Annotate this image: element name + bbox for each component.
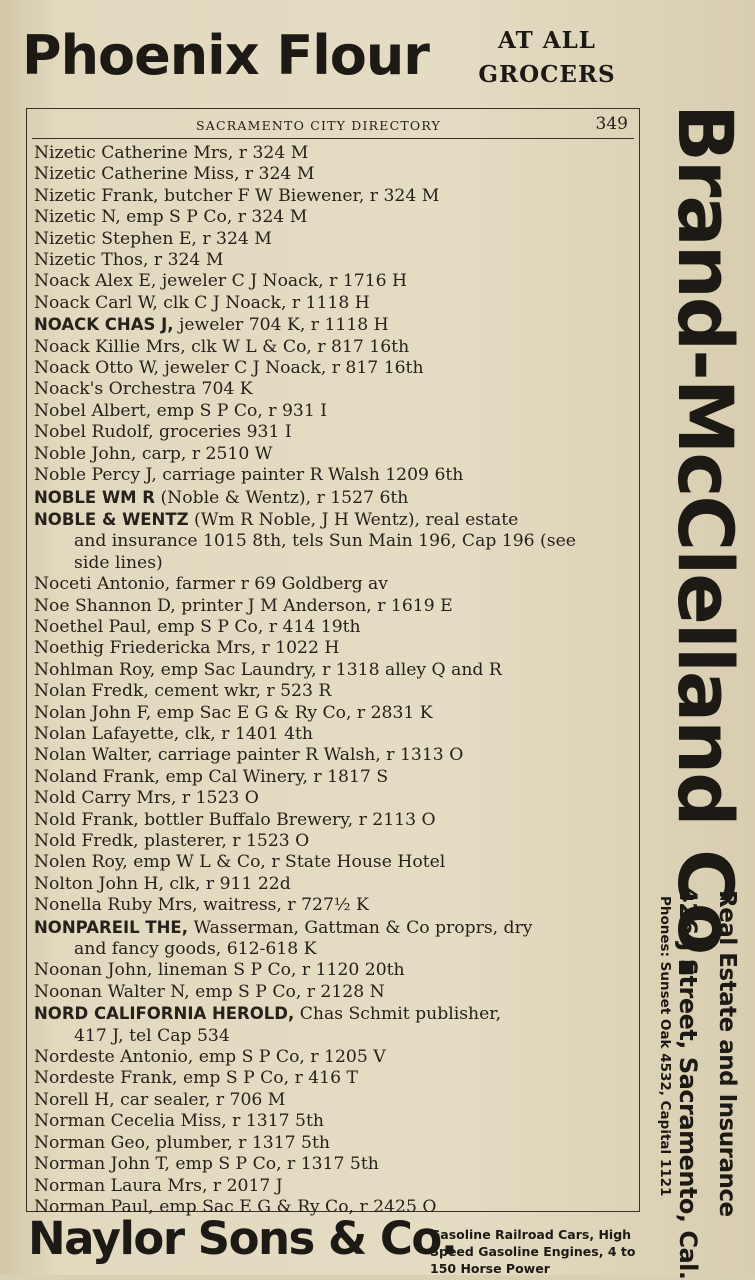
side-ad-line-2: 426 J Street, Sacramento, Cal. [674,886,702,1280]
entry-text: Nizetic N, emp S P Co, r 324 M [34,207,308,228]
directory-entry [34,379,634,400]
entry-text: Nobel Albert, emp S P Co, r 931 I [34,400,328,421]
directory-entry [34,271,634,292]
directory-entry [34,681,634,702]
directory-entry [34,229,634,250]
entry-text: Nobel Rudolf, groceries 931 I [34,422,292,443]
entry-text: Norman Laura Mrs, r 2017 J [34,1175,283,1196]
entry-continuation: 417 J, tel Cap 534 [74,1025,230,1046]
entry-text: Nizetic Stephen E, r 324 M [34,228,272,249]
directory-listing [34,143,634,1218]
entry-text: Norman Paul, emp Sac E G & Ry Co, r 2425 O [34,1196,437,1217]
entry-text: Nordeste Antonio, emp S P Co, r 1205 V [34,1047,386,1068]
directory-entry [34,358,634,379]
directory-entry [34,638,634,659]
directory-entry [34,314,634,336]
entry-text: Noceti Antonio, farmer r 69 Goldberg av [34,574,389,595]
entry-text: Noack's Orchestra 704 K [34,379,253,400]
entry-continuation: and fancy goods, 612-618 K [74,939,317,960]
naylor-sons-brand: Naylor Sons & Co. [28,1212,457,1265]
entry-text: Nold Fredk, plasterer, r 1523 O [34,831,310,851]
directory-entry [34,874,634,895]
directory-entry [34,1176,634,1197]
entry-text: Noe Shannon D, printer J M Anderson, r 1619 E [34,595,453,616]
directory-entry [34,917,634,961]
directory-entry [34,724,634,745]
directory-entry [34,422,634,443]
entry-continuation: side lines) [74,552,163,573]
directory-entry [34,250,634,271]
entry-text: Noack Otto W, jeweler C J Noack, r 817 16th [34,358,424,379]
directory-entry [34,895,634,916]
directory-entry [34,186,634,207]
directory-entry [34,1154,634,1175]
directory-entry [34,831,634,852]
entry-text: Noethel Paul, emp S P Co, r 414 19th [34,616,361,637]
entry-text: Chas Schmit publisher, [294,1004,502,1025]
entry-text: Noonan John, lineman S P Co, r 1120 20th [34,960,405,981]
entry-text: Nolan Walter, carriage painter R Walsh, r 1313 O [34,745,464,766]
entry-bold-name: NOBLE WM R [34,487,156,507]
entry-bold-name: NOBLE & WENTZ [34,509,189,529]
directory-entry [34,465,634,486]
entry-text: Norman John T, emp S P Co, r 1317 5th [34,1154,379,1175]
entry-text: Noack Alex E, jeweler C J Noack, r 1716 H [34,271,408,292]
entry-text: jeweler 704 K, r 1118 H [173,315,389,336]
top-ad-tagline [462,24,632,92]
entry-text: Norman Cecelia Miss, r 1317 5th [34,1111,324,1132]
entry-text: Nordeste Frank, emp S P Co, r 416 T [34,1068,358,1089]
directory-entry [34,1047,634,1068]
entry-bold-name: NONPAREIL THE, [34,917,188,937]
entry-text: Nold Frank, bottler Buffalo Brewery, r 2113 O [34,809,436,830]
directory-entry [34,767,634,788]
directory-entry [34,337,634,358]
directory-entry [34,1003,634,1047]
directory-entry [34,596,634,617]
directory-entry [34,509,634,574]
entry-text: Noble Percy J, carriage painter R Walsh 1209 6th [34,465,464,486]
directory-entry [34,143,634,164]
entry-text: Nonella Ruby Mrs, waitress, r 727½ K [34,895,369,916]
entry-text: Noack Killie Mrs, clk W L & Co, r 817 16th [34,336,410,357]
entry-text: Nizetic Catherine Mrs, r 324 M [34,143,309,163]
page-header [26,112,638,138]
directory-entry [34,164,634,185]
entry-text: Noland Frank, emp Cal Winery, r 1817 S [34,766,389,787]
brand-mcclelland-brand: Brand-McClelland Co. [661,104,750,981]
entry-text: Nohlman Roy, emp Sac Laundry, r 1318 alley Q and R [34,659,502,680]
entry-text: Nolton John H, clk, r 911 22d [34,873,291,894]
side-ad-line-1: Real Estate and Insurance [714,890,740,1217]
entry-text: Wasserman, Gattman & Co proprs, dry [187,917,533,938]
entry-text: Noonan Walter N, emp S P Co, r 2128 N [34,981,385,1002]
entry-text: Nolan Lafayette, clk, r 1401 4th [34,723,313,744]
entry-text: Noack Carl W, clk C J Noack, r 1118 H [34,292,370,313]
directory-entry [34,960,634,981]
entry-bold-name: NORD CALIFORNIA HEROLD, [34,1004,295,1024]
directory-entry [34,810,634,831]
directory-entry [34,293,634,314]
entry-text: Norell H, car sealer, r 706 M [34,1089,286,1110]
entry-bold-name: NOACK CHAS J, [34,315,174,335]
directory-entry [34,703,634,724]
entry-text: Norman Geo, plumber, r 1317 5th [34,1132,330,1153]
entry-text: Nolan Fredk, cement wkr, r 523 R [34,681,332,702]
bottom-advertisement [18,1212,755,1275]
entry-text: Nolan John F, emp Sac E G & Ry Co, r 2831 K [34,702,433,723]
directory-entry [34,574,634,595]
directory-entry [34,745,634,766]
page-number: 349 [595,114,628,134]
tagline-line-1: AT ALL [498,27,596,54]
entry-text: Nizetic Frank, butcher F W Biewener, r 324 M [34,185,440,206]
directory-entry [34,788,634,809]
entry-text: Noble John, carp, r 2510 W [34,443,273,464]
entry-text: Nolen Roy, emp W L & Co, r State House Hotel [34,852,446,873]
entry-continuation: and insurance 1015 8th, tels Sun Main 196, Cap 196 (see [74,531,576,552]
bottom-ad-text: Gasoline Railroad Cars, High Speed Gasoline Engines, 4 to 150 Horse Power [430,1227,636,1276]
side-advertisement [640,102,755,1280]
entry-text: Nizetic Catherine Miss, r 324 M [34,164,315,185]
entry-text: Nold Carry Mrs, r 1523 O [34,788,259,809]
entry-text: (Noble & Wentz), r 1527 6th [155,487,409,508]
entry-text: Nizetic Thos, r 324 M [34,250,224,271]
directory-entry [34,982,634,1003]
directory-entry [34,207,634,228]
side-ad-line-3: Phones: Sunset Oak 4532, Capital 1121 [657,896,673,1197]
directory-entry [34,617,634,638]
tagline-line-2: GROCERS [478,61,616,88]
directory-entry [34,1068,634,1089]
directory-entry [34,401,634,422]
directory-entry [34,487,634,509]
entry-text: (Wm R Noble, J H Wentz), real estate [188,509,519,530]
phoenix-flour-brand: Phoenix Flour [22,24,429,87]
directory-entry [34,660,634,681]
directory-entry [34,1111,634,1132]
top-advertisement [18,18,640,100]
directory-entry [34,1090,634,1111]
directory-title: SACRAMENTO CITY DIRECTORY [196,118,442,133]
directory-entry [34,852,634,873]
entry-text: Noethig Friedericka Mrs, r 1022 H [34,638,340,659]
directory-entry [34,444,634,465]
header-rule [32,138,634,139]
directory-entry [34,1133,634,1154]
